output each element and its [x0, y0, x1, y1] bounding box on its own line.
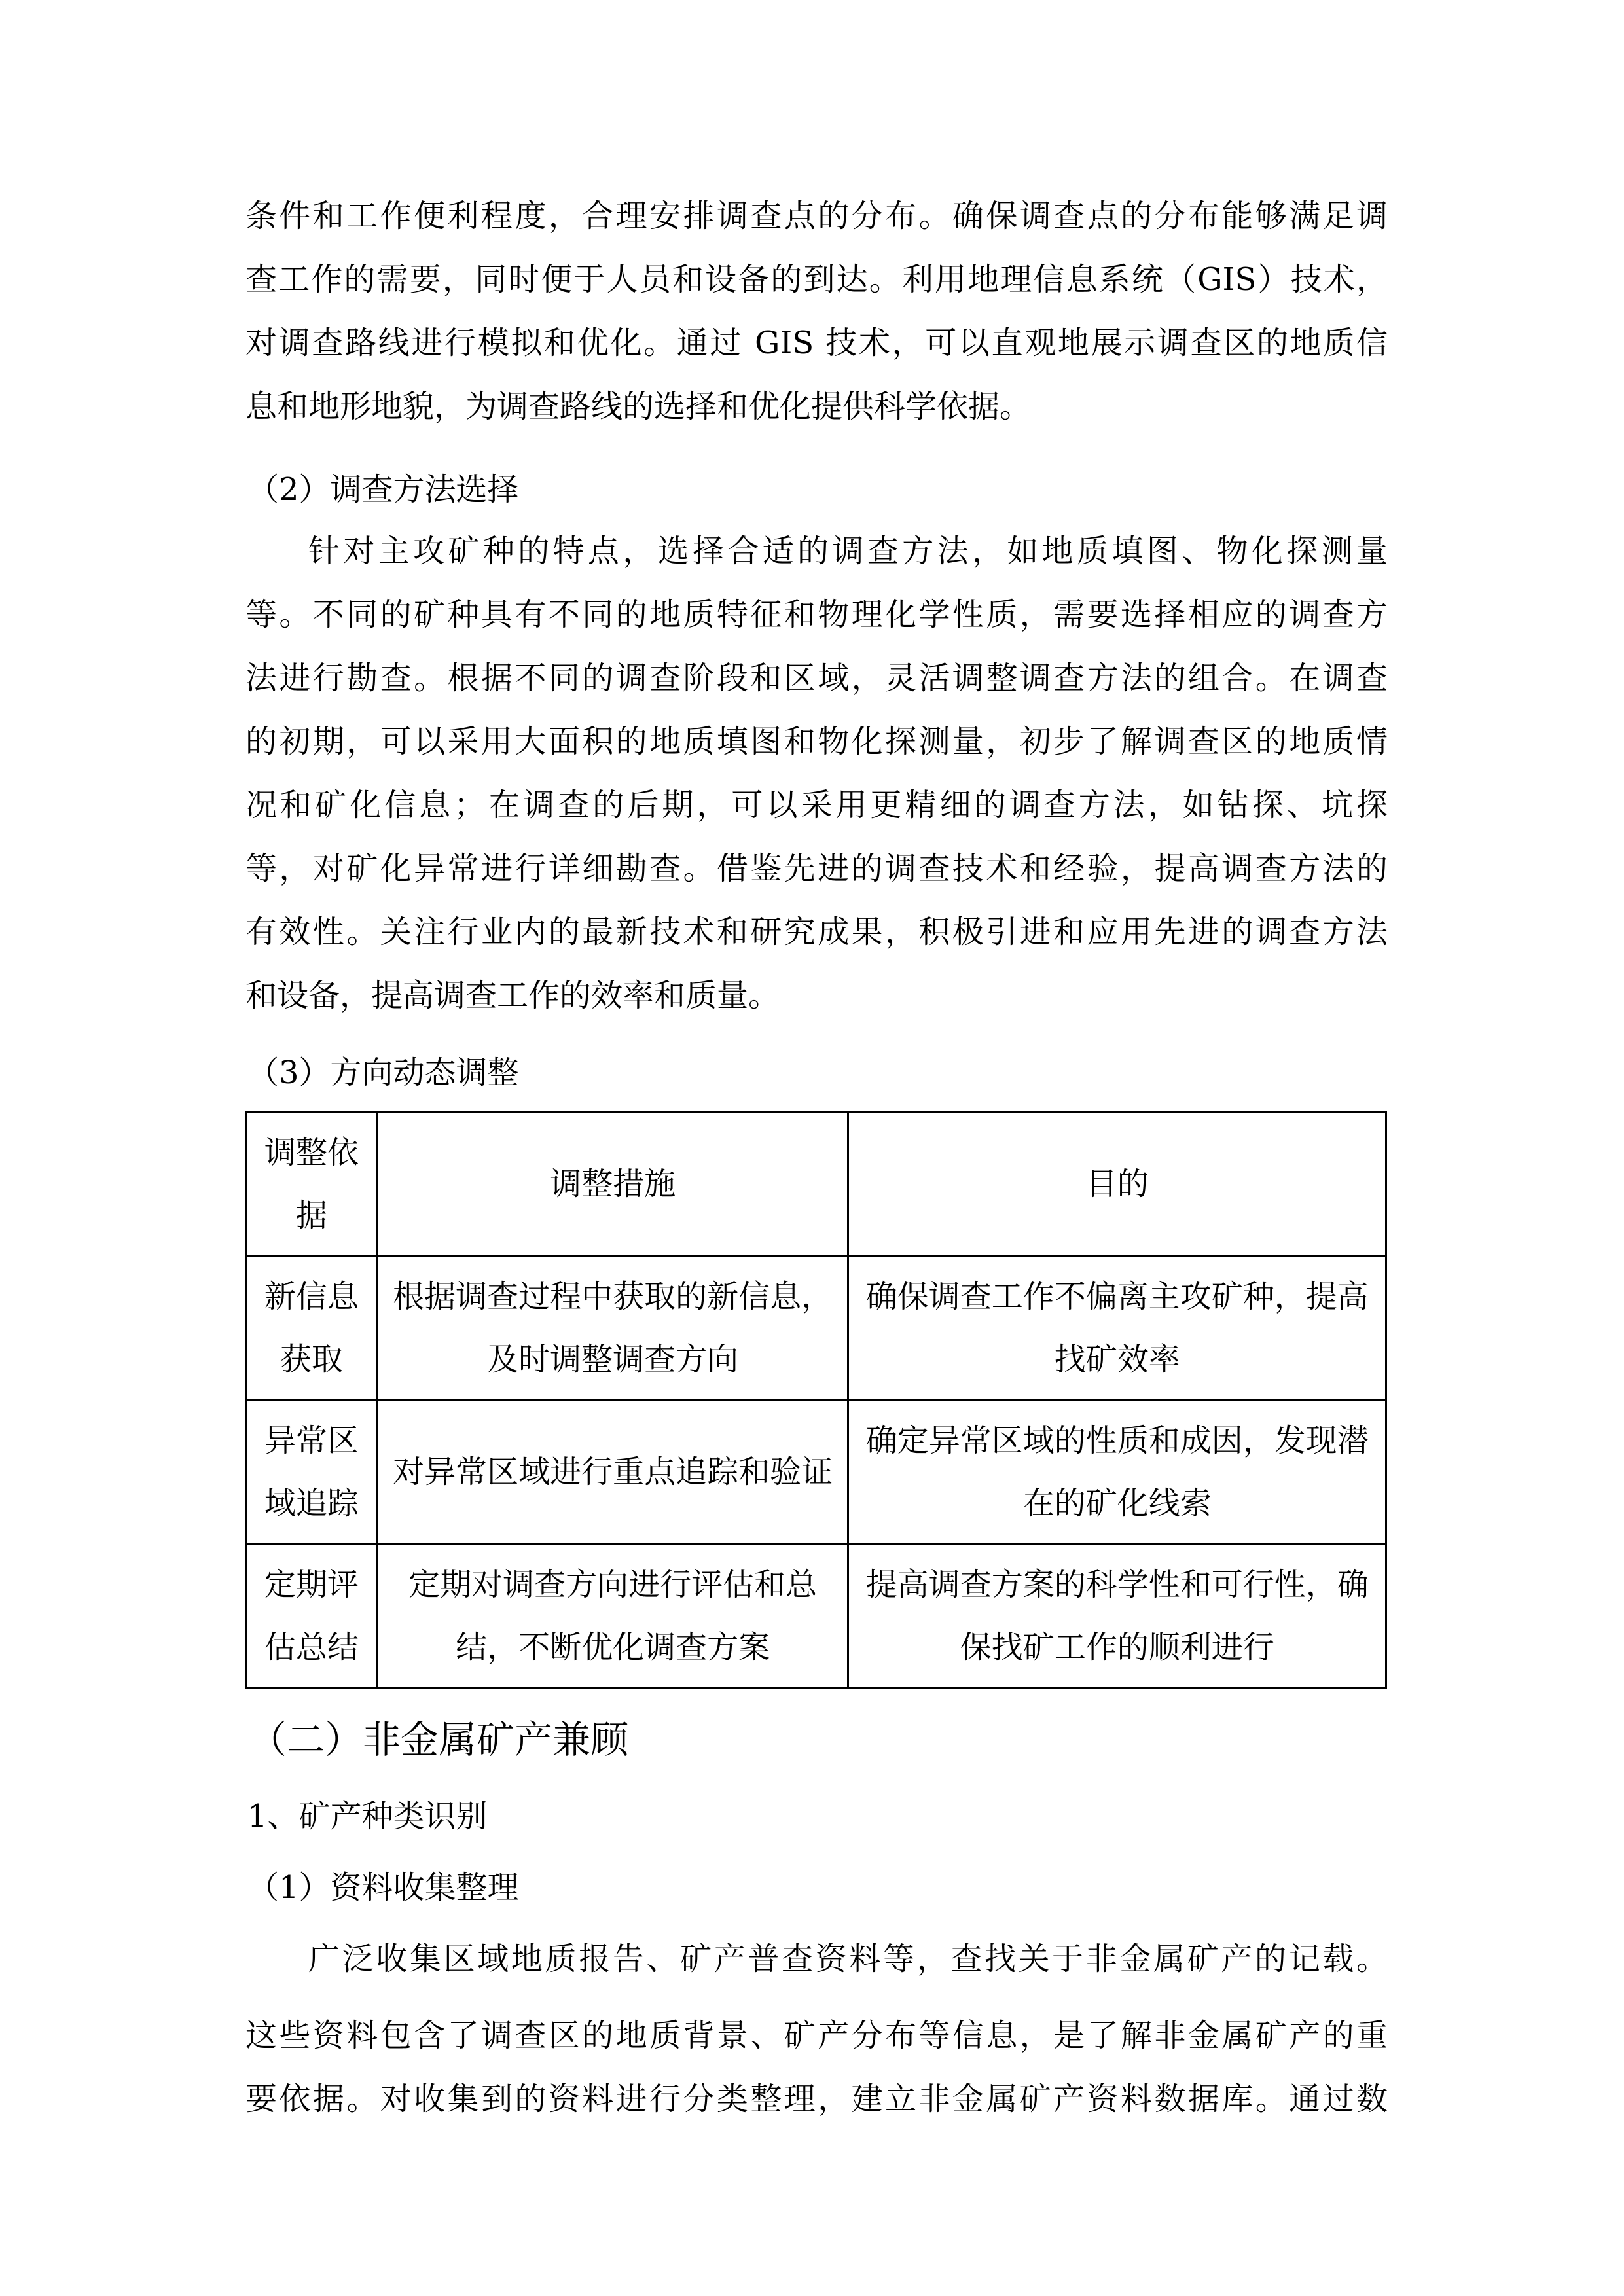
table-row: [246, 1400, 1386, 1544]
cell-line: 调整依: [264, 1134, 359, 1171]
paragraph-line: 要依据。对收集到的资料进行分类整理，建立非金属矿产资料数据库。通过数: [245, 2081, 1388, 2117]
paragraph-line: 等，对矿化异常进行详细勘查。借鉴先进的调查技术和经验，提高调查方法的: [245, 850, 1388, 887]
cell-line: 新信息: [264, 1278, 359, 1315]
cell-line: 定期评: [264, 1566, 359, 1603]
cell-basis: [246, 1400, 378, 1544]
cell-measure: [377, 1400, 848, 1544]
cell-line: 异常区: [264, 1422, 359, 1459]
table-row: [246, 1544, 1386, 1688]
paragraph-line: 广泛收集区域地质报告、矿产普查资料等，查找关于非金属矿产的记载。: [308, 1941, 1388, 1977]
cell-line: 确保调查工作不偏离主攻矿种，提高: [865, 1278, 1369, 1315]
paragraph-line: 有效性。关注行业内的最新技术和研究成果，积极引进和应用先进的调查方法: [245, 914, 1388, 950]
cell-basis: [246, 1544, 378, 1688]
header-cell-basis: [246, 1112, 378, 1256]
cell-line: 在的矿化线索: [1022, 1484, 1212, 1522]
cell-line: 结，不断优化调查方案: [456, 1628, 770, 1666]
cell-line: 估总结: [264, 1628, 359, 1666]
paragraph-line: 针对主攻矿种的特点，选择合适的调查方法，如地质填图、物化探测量: [308, 533, 1388, 569]
cell-line: 根据调查过程中获取的新信息，: [393, 1278, 833, 1315]
table-row: [246, 1256, 1386, 1400]
cell-line: 提高调查方案的科学性和可行性，确: [865, 1566, 1369, 1603]
cell-measure: [377, 1544, 848, 1688]
cell-line: 对异常区域进行重点追踪和验证: [393, 1453, 833, 1490]
heading-survey-method: （2）调查方法选择: [247, 471, 519, 508]
cell-line: 调整措施: [550, 1165, 676, 1202]
cell-line: 确定异常区域的性质和成因，发现潜: [865, 1422, 1369, 1459]
adjustment-table: [245, 1111, 1387, 1689]
paragraph-line: 查工作的需要，同时便于人员和设备的到达。利用地理信息系统（GIS）技术，: [245, 261, 1388, 298]
cell-line: 域追踪: [264, 1484, 359, 1522]
cell-line: 目的: [1085, 1165, 1149, 1202]
cell-purpose: [848, 1256, 1386, 1400]
heading-direction-adjustment: （3）方向动态调整: [247, 1054, 519, 1091]
cell-purpose: [848, 1544, 1386, 1688]
paragraph-line: 法进行勘查。根据不同的调查阶段和区域，灵活调整调查方法的组合。在调查: [245, 660, 1388, 696]
heading-data-collection: （1）资料收集整理: [247, 1869, 519, 1906]
paragraph-line: 息和地形地貌，为调查路线的选择和优化提供科学依据。: [245, 388, 1032, 425]
cell-line: 获取: [280, 1340, 343, 1378]
paragraph-line: 条件和工作便利程度，合理安排调查点的分布。确保调查点的分布能够满足调: [245, 198, 1388, 234]
paragraph-line: 况和矿化信息；在调查的后期，可以采用更精细的调查方法，如钻探、坑探: [245, 787, 1388, 823]
header-cell-measure: [377, 1112, 848, 1256]
cell-line: 及时调整调查方向: [487, 1340, 739, 1378]
heading-nonmetal-minerals: （二）非金属矿产兼顾: [249, 1717, 629, 1762]
cell-measure: [377, 1256, 848, 1400]
paragraph-line: 对调查路线进行模拟和优化。通过 GIS 技术，可以直观地展示调查区的地质信: [245, 325, 1388, 361]
table-header-row: [246, 1112, 1386, 1256]
cell-purpose: [848, 1400, 1386, 1544]
cell-basis: [246, 1256, 378, 1400]
subheading-mineral-identification: 1、矿产种类识别: [247, 1798, 488, 1835]
paragraph-line: 和设备，提高调查工作的效率和质量。: [245, 977, 780, 1014]
paragraph-line: 这些资料包含了调查区的地质背景、矿产分布等信息，是了解非金属矿产的重: [245, 2017, 1388, 2054]
cell-line: 保找矿工作的顺利进行: [960, 1628, 1274, 1666]
cell-line: 据: [295, 1196, 327, 1234]
cell-line: 找矿效率: [1054, 1340, 1180, 1378]
cell-line: 定期对调查方向进行评估和总: [408, 1566, 818, 1603]
paragraph-line: 等。不同的矿种具有不同的地质特征和物理化学性质，需要选择相应的调查方: [245, 596, 1388, 633]
header-cell-purpose: [848, 1112, 1386, 1256]
paragraph-line: 的初期，可以采用大面积的地质填图和物化探测量，初步了解调查区的地质情: [245, 723, 1388, 760]
